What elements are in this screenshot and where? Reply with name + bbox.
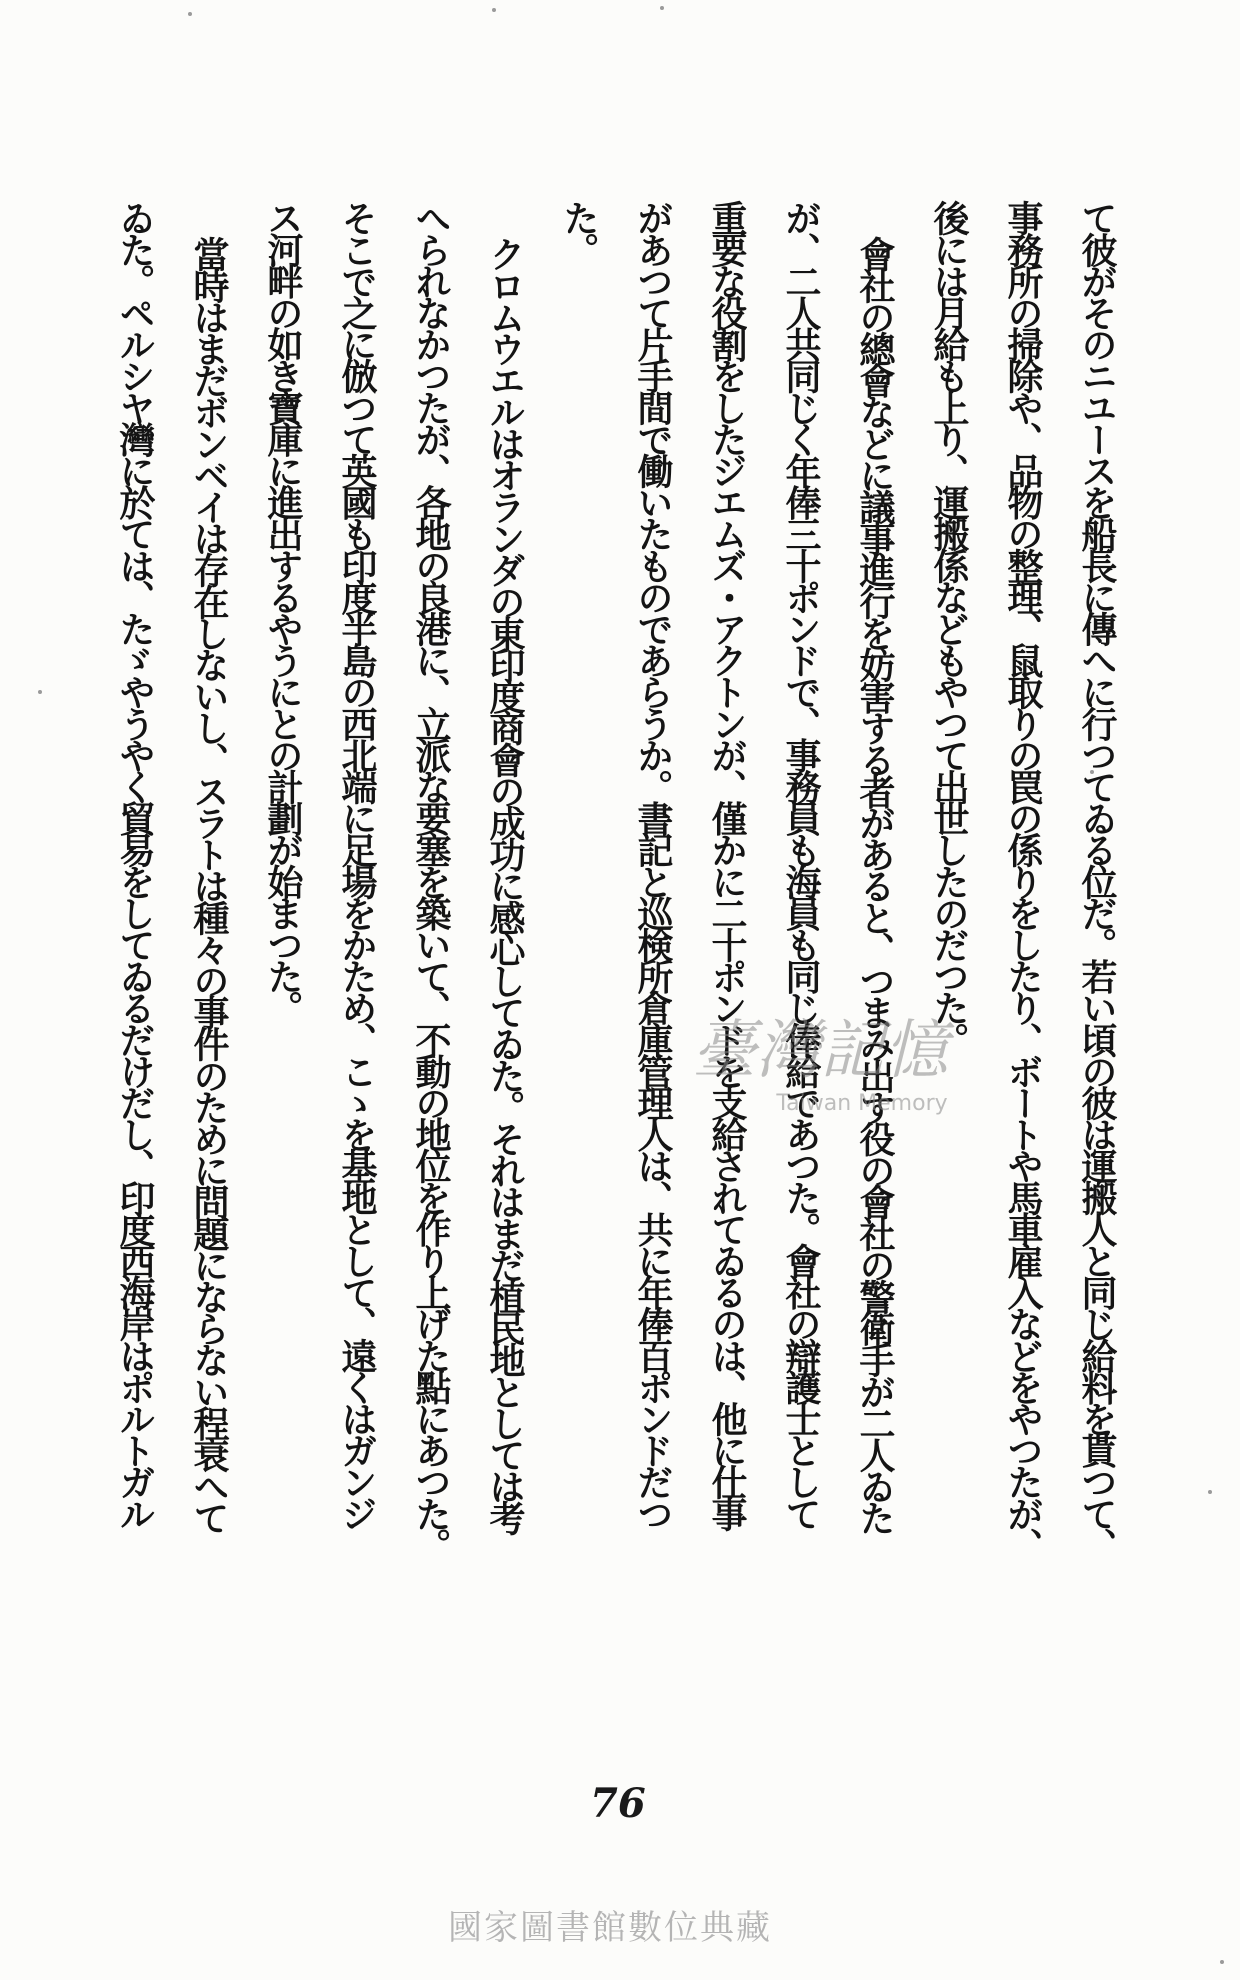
text-column: が、二人共同じく年俸三十ポンドで、事務員も海員も同じ俸給であつた。會社の辯護士として — [780, 200, 822, 1528]
library-footer: 國家圖書館數位典藏 — [448, 1908, 772, 1948]
svg-text:臺灣記憶: 臺灣記憶 — [692, 1014, 948, 1088]
text-column: 當時はまだボンベイは存在しないし、スラトは種々の事件のために問題にならない程衰へて — [188, 236, 230, 1532]
text-column: ス河畔の如き寶庫に進出するやうにとの計劃が始まつた。 — [262, 200, 304, 1022]
scan-speck — [1220, 1960, 1224, 1964]
text-column: 後には月給も上り、運搬係などもやつて出世したのだつた。 — [928, 200, 970, 1054]
text-column: ゐた。ペルシヤ灣に於ては、たゞやうやく貿易をしてゐるだけだし、印度西海岸はポルトガル — [114, 200, 156, 1528]
text-column: そこで之に倣つて英國も印度半島の西北端に足場をかため、こゝを基地として、遠くはガンジ — [336, 200, 378, 1528]
page-number: 76 — [590, 1780, 646, 1827]
text-column: て彼がそのニユースを船長に傳へに行つてゐる位だ。若い頃の彼は運搬人と同じ給料を貰つて、 — [1076, 200, 1118, 1559]
scan-speck — [1208, 1490, 1212, 1494]
text-column: 重要な役割をしたジエムズ・アクトンが、僅かに二十ポンドを支給されてゐるのは、他に仕事 — [706, 200, 748, 1528]
text-column: があつて片手間で働いたものであらうか。書記と巡検所倉庫管理人は、共に年俸百ポンドだつ — [632, 200, 674, 1528]
scan-speck — [188, 12, 192, 16]
text-column: へられなかつたが、各地の良港に、立派な要塞を築いて、不動の地位を作り上げた點にあつた。 — [410, 200, 452, 1559]
scan-speck — [660, 6, 664, 10]
scan-speck — [492, 8, 496, 12]
text-column: た。 — [558, 200, 600, 264]
text-column: 事務所の掃除や、品物の整理、鼠取りの罠の係りをしたり、ボートや馬車雇入などをやつたが、 — [1002, 200, 1044, 1559]
text-column: クロムウエルはオランダの東印度商會の成功に感心してゐた。それはまだ植民地としては考 — [484, 236, 526, 1532]
svg-text:Taiwan Memory: Taiwan Memory — [776, 1091, 948, 1116]
scan-speck — [38, 690, 42, 694]
text-column: 會社の總會などに議事進行を妨害する者があると、つまみ出す役の會社の警衛手が二人ゐた — [854, 236, 896, 1532]
